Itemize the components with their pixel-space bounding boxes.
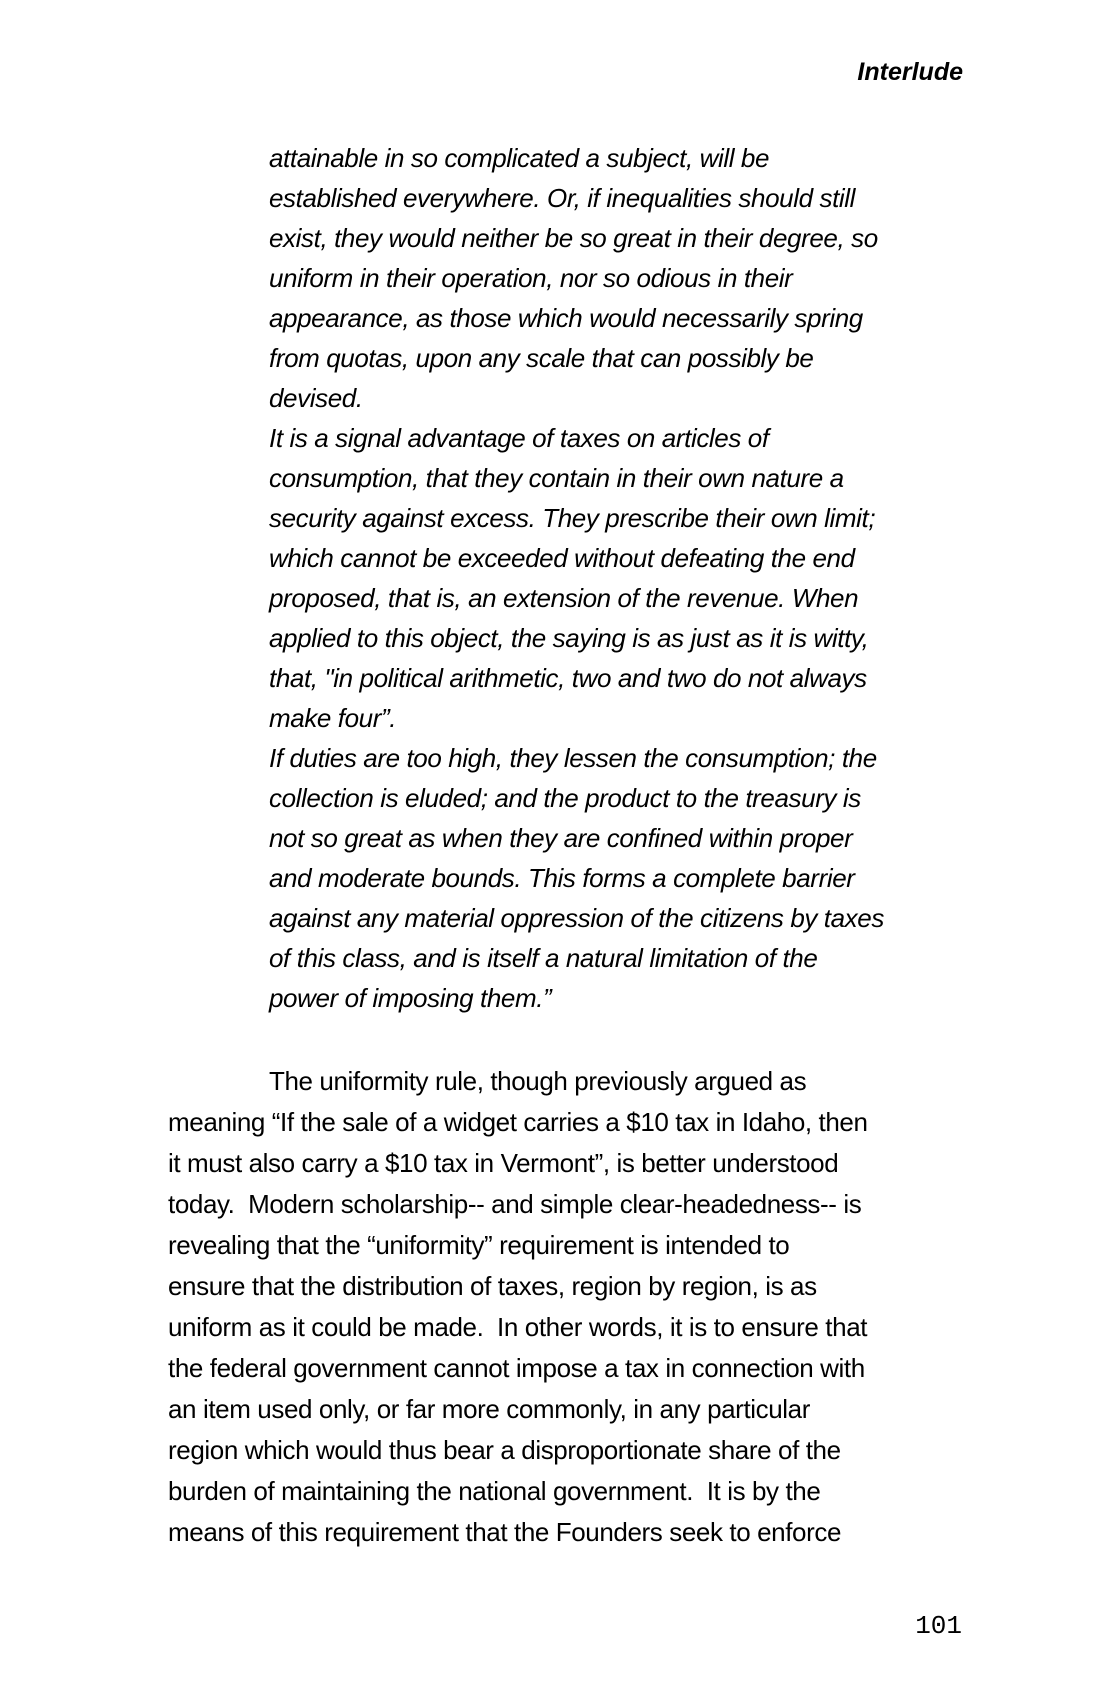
quote-line: exist, they would neither be so great in their degree, so xyxy=(269,223,878,253)
body-line: it must also carry a $10 tax in Vermont”, is better understood xyxy=(168,1148,839,1178)
quote-line: which cannot be exceeded without defeating the end xyxy=(269,543,855,573)
block-quote xyxy=(269,138,989,1018)
body-line: meaning “If the sale of a widget carries a $10 tax in Idaho, then xyxy=(168,1107,868,1137)
quote-line: appearance, as those which would necessarily spring xyxy=(269,303,863,333)
body-line: revealing that the “uniformity” requirement is intended to xyxy=(168,1230,790,1260)
quote-line: proposed, that is, an extension of the revenue. When xyxy=(269,583,859,613)
quote-line: applied to this object, the saying is as just as it is witty, xyxy=(269,623,869,653)
body-line: region which would thus bear a disproportionate share of the xyxy=(168,1435,841,1465)
quote-line: consumption, that they contain in their own nature a xyxy=(269,463,844,493)
body-line: an item used only, or far more commonly, in any particular xyxy=(168,1394,810,1424)
body-line: today. Modern scholarship-- and simple clear-headedness-- is xyxy=(168,1189,862,1219)
quote-line: security against excess. They prescribe their own limit; xyxy=(269,503,876,533)
quote-line: not so great as when they are confined within proper xyxy=(269,823,853,853)
quote-line: and moderate bounds. This forms a complete barrier xyxy=(269,863,855,893)
quote-line: power of imposing them.” xyxy=(269,983,552,1013)
quote-line: against any material oppression of the citizens by taxes xyxy=(269,903,884,933)
quote-line: If duties are too high, they lessen the consumption; the xyxy=(269,743,877,773)
quote-line: of this class, and is itself a natural limitation of the xyxy=(269,943,818,973)
body-line: The uniformity rule, though previously argued as xyxy=(269,1066,807,1096)
quote-line: that, "in political arithmetic, two and two do not always xyxy=(269,663,867,693)
quote-line: uniform in their operation, nor so odious in their xyxy=(269,263,793,293)
quote-line: from quotas, upon any scale that can possibly be xyxy=(269,343,814,373)
body-line: the federal government cannot impose a tax in connection with xyxy=(168,1353,865,1383)
running-header: Interlude xyxy=(857,58,963,86)
body-paragraph xyxy=(168,1061,1048,1553)
quote-line: established everywhere. Or, if inequalities should still xyxy=(269,183,856,213)
quote-line: devised. xyxy=(269,383,363,413)
body-line: uniform as it could be made. In other words, it is to ensure that xyxy=(168,1312,868,1342)
page-number: 101 xyxy=(915,1611,962,1641)
quote-line: collection is eluded; and the product to the treasury is xyxy=(269,783,861,813)
quote-line: make four”. xyxy=(269,703,397,733)
body-line: burden of maintaining the national government. It is by the xyxy=(168,1476,821,1506)
quote-line: attainable in so complicated a subject, will be xyxy=(269,143,770,173)
body-line: means of this requirement that the Founders seek to enforce xyxy=(168,1517,842,1547)
body-line: ensure that the distribution of taxes, region by region, is as xyxy=(168,1271,817,1301)
quote-line: It is a signal advantage of taxes on articles of xyxy=(269,423,769,453)
